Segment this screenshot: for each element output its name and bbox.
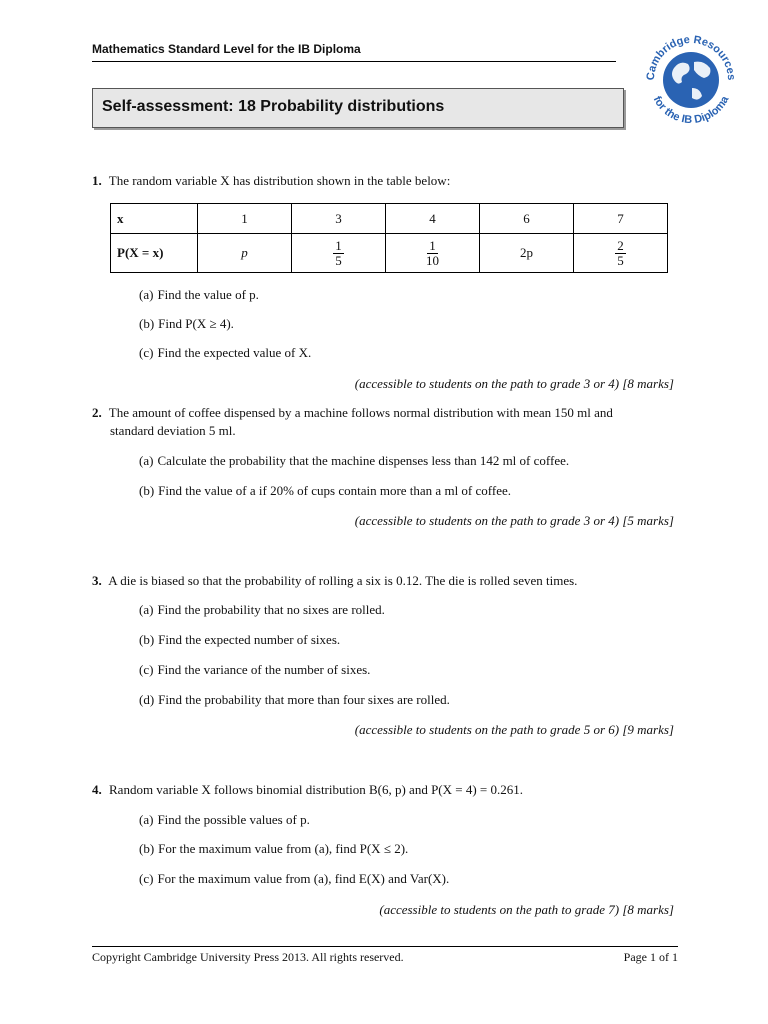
table-cell: p <box>198 234 292 273</box>
part-label: (b) <box>139 841 155 856</box>
table-cell: 1 <box>198 204 292 234</box>
part-label: (c) <box>139 345 154 360</box>
part-text: Find the probability that more than four sixes are rolled. <box>158 692 450 707</box>
question-1-part-c <box>139 344 311 362</box>
table-cell: x <box>111 204 198 234</box>
part-text: For the maximum value from (a), find E(X) and Var(X). <box>157 871 450 886</box>
denominator: 5 <box>617 252 624 268</box>
table-cell: 6 <box>480 204 574 234</box>
table-cell <box>292 234 386 273</box>
part-label: (a) <box>139 812 154 827</box>
part-label: (b) <box>139 483 155 498</box>
question-text: The amount of coffee dispensed by a machine follows normal distribution with mean 150 ml and <box>108 405 613 420</box>
table-cell: 4 <box>386 204 480 234</box>
section-title: Self-assessment: 18 Probability distributions <box>102 98 445 115</box>
part-label: (a) <box>139 287 154 302</box>
table-row <box>111 234 668 273</box>
denominator: 10 <box>426 252 439 268</box>
logo-text-bottom: for the IB Diploma <box>650 94 732 127</box>
question-2-part-a <box>139 452 569 470</box>
part-label: (c) <box>139 662 154 677</box>
cambridge-globe-logo <box>636 22 746 134</box>
part-label: (a) <box>139 453 154 468</box>
question-3-marks: (accessible to students on the path to grade 5 or 6) [9 marks] <box>354 722 674 737</box>
question-1-part-a <box>139 286 259 304</box>
table-cell: 2p <box>480 234 574 273</box>
question-1-marks: (accessible to students on the path to grade 3 or 4) [8 marks] <box>354 376 674 391</box>
part-text: Calculate the probability that the machine dispenses less than 142 ml of coffee. <box>157 453 570 468</box>
question-4-part-c <box>139 870 449 888</box>
part-text: Find the expected value of X. <box>157 345 312 360</box>
table-cell: 3 <box>292 204 386 234</box>
footer-copyright: Copyright Cambridge University Press 2013. All rights reserved. <box>92 950 404 964</box>
question-2-part-b <box>139 482 511 500</box>
globe-icon <box>663 52 719 108</box>
part-text: Find P(X ≥ 4). <box>158 316 234 331</box>
part-label: (b) <box>139 316 155 331</box>
part-text: Find the expected number of sixes. <box>158 632 341 647</box>
part-text: Find the value of a if 20% of cups contain more than a ml of coffee. <box>158 483 511 498</box>
fraction <box>333 239 344 268</box>
distribution-table <box>110 203 668 273</box>
question-3-part-b <box>139 631 340 649</box>
fraction <box>615 239 626 268</box>
question-3-part-c <box>139 661 370 679</box>
section-title-box <box>92 88 624 128</box>
question-number: 4. <box>92 782 102 797</box>
part-text: Find the possible values of p. <box>157 812 310 827</box>
part-label: (a) <box>139 602 154 617</box>
part-text: Find the variance of the number of sixes. <box>157 662 371 677</box>
question-1-part-b <box>139 315 234 333</box>
question-1 <box>92 172 450 190</box>
question-3-part-a <box>139 601 385 619</box>
numerator: 1 <box>429 237 436 253</box>
part-text: Find the value of p. <box>157 287 259 302</box>
numerator: 1 <box>335 237 342 253</box>
footer-rule <box>92 946 678 947</box>
question-4 <box>92 781 523 799</box>
header-rule <box>92 61 616 62</box>
logo-text-top: Cambridge Resources <box>644 33 738 81</box>
table-cell: 7 <box>574 204 668 234</box>
question-number: 1. <box>92 173 102 188</box>
part-label: (c) <box>139 871 154 886</box>
question-3 <box>92 572 577 590</box>
header-title: Mathematics Standard Level for the IB Diploma <box>92 42 361 56</box>
part-label: (d) <box>139 692 155 707</box>
question-2-marks: (accessible to students on the path to grade 3 or 4) [5 marks] <box>354 513 674 528</box>
part-text: Find the probability that no sixes are rolled. <box>157 602 385 617</box>
table-row <box>111 204 668 234</box>
question-4-marks: (accessible to students on the path to grade 7) [8 marks] <box>379 902 674 917</box>
table-cell: P(X = x) <box>111 234 198 273</box>
fraction <box>424 239 441 268</box>
numerator: 2 <box>617 237 624 253</box>
question-3-part-d <box>139 691 450 709</box>
question-4-part-b <box>139 840 408 858</box>
denominator: 5 <box>335 252 342 268</box>
page-number: Page 1 of 1 <box>623 950 678 964</box>
question-text: A die is biased so that the probability of rolling a six is 0.12. The die is rolled seven times. <box>108 573 578 588</box>
question-number: 2. <box>92 405 102 420</box>
question-4-part-a <box>139 811 310 829</box>
question-number: 3. <box>92 573 102 588</box>
part-label: (b) <box>139 632 155 647</box>
question-2 <box>92 404 613 422</box>
question-text: The random variable X has distribution shown in the table below: <box>108 173 451 188</box>
table-cell <box>574 234 668 273</box>
table-cell <box>386 234 480 273</box>
part-text: For the maximum value from (a), find P(X ≤ 2). <box>158 841 409 856</box>
question-2-continued: standard deviation 5 ml. <box>110 423 236 438</box>
question-text: Random variable X follows binomial distribution B(6, p) and P(X = 4) = 0.261. <box>109 782 524 797</box>
